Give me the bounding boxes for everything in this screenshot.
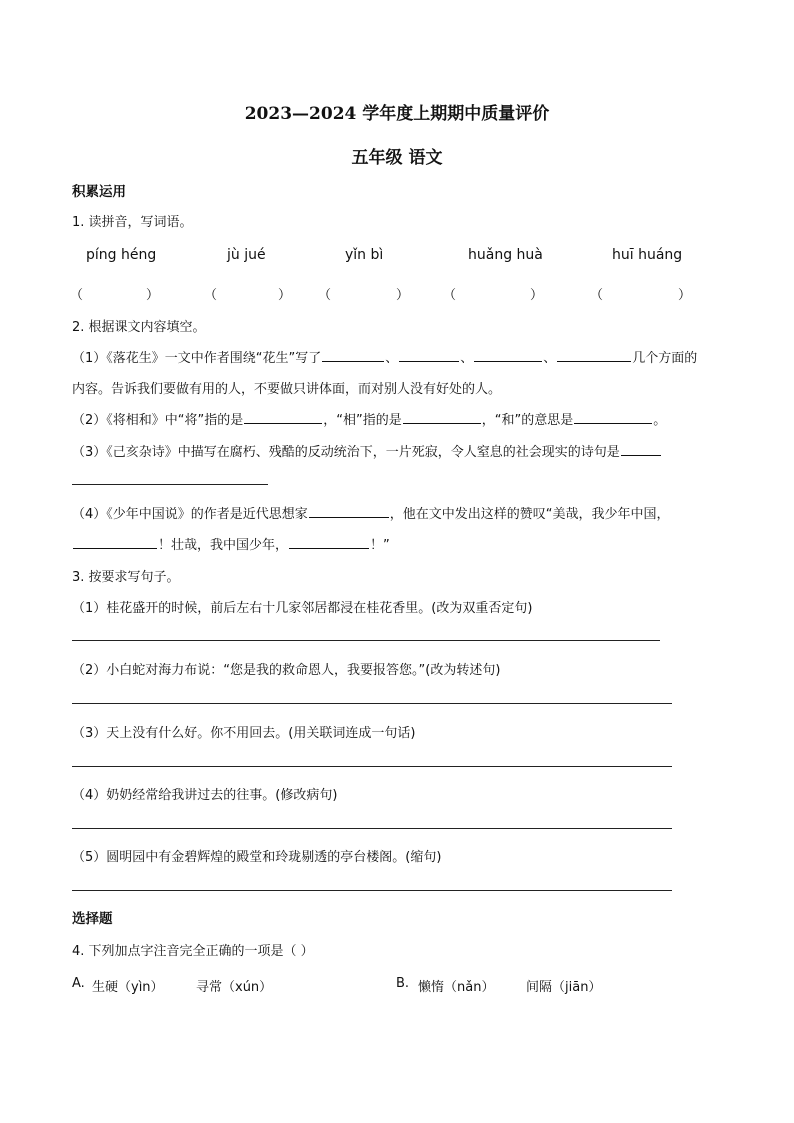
q2-item-4-line-1 [72,503,670,522]
answer-box-3-open: （ [318,288,332,303]
q2-item-4-line-2 [72,534,390,553]
q3-answer-line-2[interactable] [72,703,672,704]
q2-item-4-text-b: ，他在文中发出这样的赞叹“美哉，我少年中国， [389,507,670,522]
q3-answer-line-3[interactable] [72,766,672,767]
q2-item-3-answer-line[interactable] [72,484,268,485]
fill-blank[interactable] [621,442,661,456]
q2-item-4-text-c: ！壮哉，我中国少年， [158,538,289,553]
answer-box-5-open: （ [590,288,604,303]
q2-item-1-text-a: （1）《落花生》一文中作者围绕“花生”写了 [72,351,322,366]
q3-answer-line-4[interactable] [72,828,672,829]
section-heading-accumulation: 积累运用 [72,184,126,200]
answer-box-5-close: ） [678,288,692,303]
option-a-word-2: 寻常（xún） [196,980,273,995]
fill-blank[interactable] [474,348,542,362]
fill-blank[interactable] [403,410,481,424]
q3-answer-line-1[interactable] [72,640,660,641]
option-a-label[interactable]: A. [72,976,85,991]
question-2-prompt: 2. 根据课文内容填空。 [72,320,206,335]
answer-box-1-open: （ [70,288,84,303]
section-heading-multiple-choice: 选择题 [72,911,113,927]
answer-box-1-close: ） [146,288,160,303]
fill-blank[interactable] [574,410,652,424]
q2-item-1-text-b: 几个方面的 [632,351,698,366]
answer-box-2-open: （ [204,288,218,303]
fill-blank[interactable] [73,535,157,549]
pinyin-4: huǎng huà [468,247,543,263]
pinyin-5: huī huáng [612,247,683,263]
fill-blank[interactable] [289,535,369,549]
answer-box-4-close: ） [530,288,544,303]
question-4-prompt: 4. 下列加点字注音完全正确的一项是（ ） [72,944,314,959]
q2-item-2-text-b: ，“相”指的是 [323,413,402,428]
pinyin-1: píng héng [86,247,157,263]
pinyin-3: yǐn bì [345,247,384,263]
fill-blank[interactable] [244,410,322,424]
question-1-prompt: 1. 读拼音，写词语。 [72,215,193,230]
fill-blank[interactable] [309,504,389,518]
pinyin-2: jù jué [227,247,266,263]
answer-box-3-close: ） [396,288,410,303]
q2-item-2-text-c: ，“和”的意思是 [481,413,574,428]
option-b-word-2: 间隔（jiān） [526,980,602,995]
separator: 、 [460,351,474,366]
q2-item-3 [72,441,662,460]
q3-sentence-5: （5）圆明园中有金碧辉煌的殿堂和玲珑剔透的亭台楼阁。(缩句) [72,850,442,865]
q3-sentence-1: （1）桂花盛开的时候，前后左右十几家邻居都浸在桂花香里。(改为双重否定句) [72,601,533,616]
q2-item-1-line-2: 内容。告诉我们要做有用的人，不要做只讲体面，而对别人没有好处的人。 [72,382,502,397]
fill-blank[interactable] [557,348,631,362]
answer-box-2-close: ） [278,288,292,303]
q2-item-4-text-a: （4）《少年中国说》的作者是近代思想家 [72,507,308,522]
separator: 、 [385,351,399,366]
q3-answer-line-5[interactable] [72,890,672,891]
option-b-word-1: 懒惰（nǎn） [418,980,495,995]
q2-item-4-text-d: ！” [370,538,390,553]
q2-item-1-line-1 [72,347,697,366]
document-title: 2023—2024 学年度上期期中质量评价 [244,104,550,124]
q2-item-2-text-a: （2）《将相和》中“将”指的是 [72,413,244,428]
fill-blank[interactable] [399,348,459,362]
q2-item-3-text: （3）《己亥杂诗》中描写在腐朽、残酷的反动统治下，一片死寂，令人窒息的社会现实的诗句是 [72,445,620,460]
question-3-prompt: 3. 按要求写句子。 [72,570,180,585]
fill-blank[interactable] [322,348,384,362]
separator: 、 [543,351,557,366]
document-subtitle: 五年级 语文 [351,148,443,168]
q2-item-2 [72,409,666,428]
q3-sentence-2: （2）小白蛇对海力布说：“您是我的救命恩人，我要报答您。”(改为转述句) [72,663,501,678]
q2-item-2-text-d: 。 [653,413,667,428]
q3-sentence-3: （3）天上没有什么好。你不用回去。(用关联词连成一句话) [72,726,416,741]
q3-sentence-4: （4）奶奶经常给我讲过去的往事。(修改病句) [72,788,338,803]
answer-box-4-open: （ [443,288,457,303]
option-a-word-1: 生硬（yìn） [92,980,164,995]
option-b-label[interactable]: B. [396,976,410,991]
